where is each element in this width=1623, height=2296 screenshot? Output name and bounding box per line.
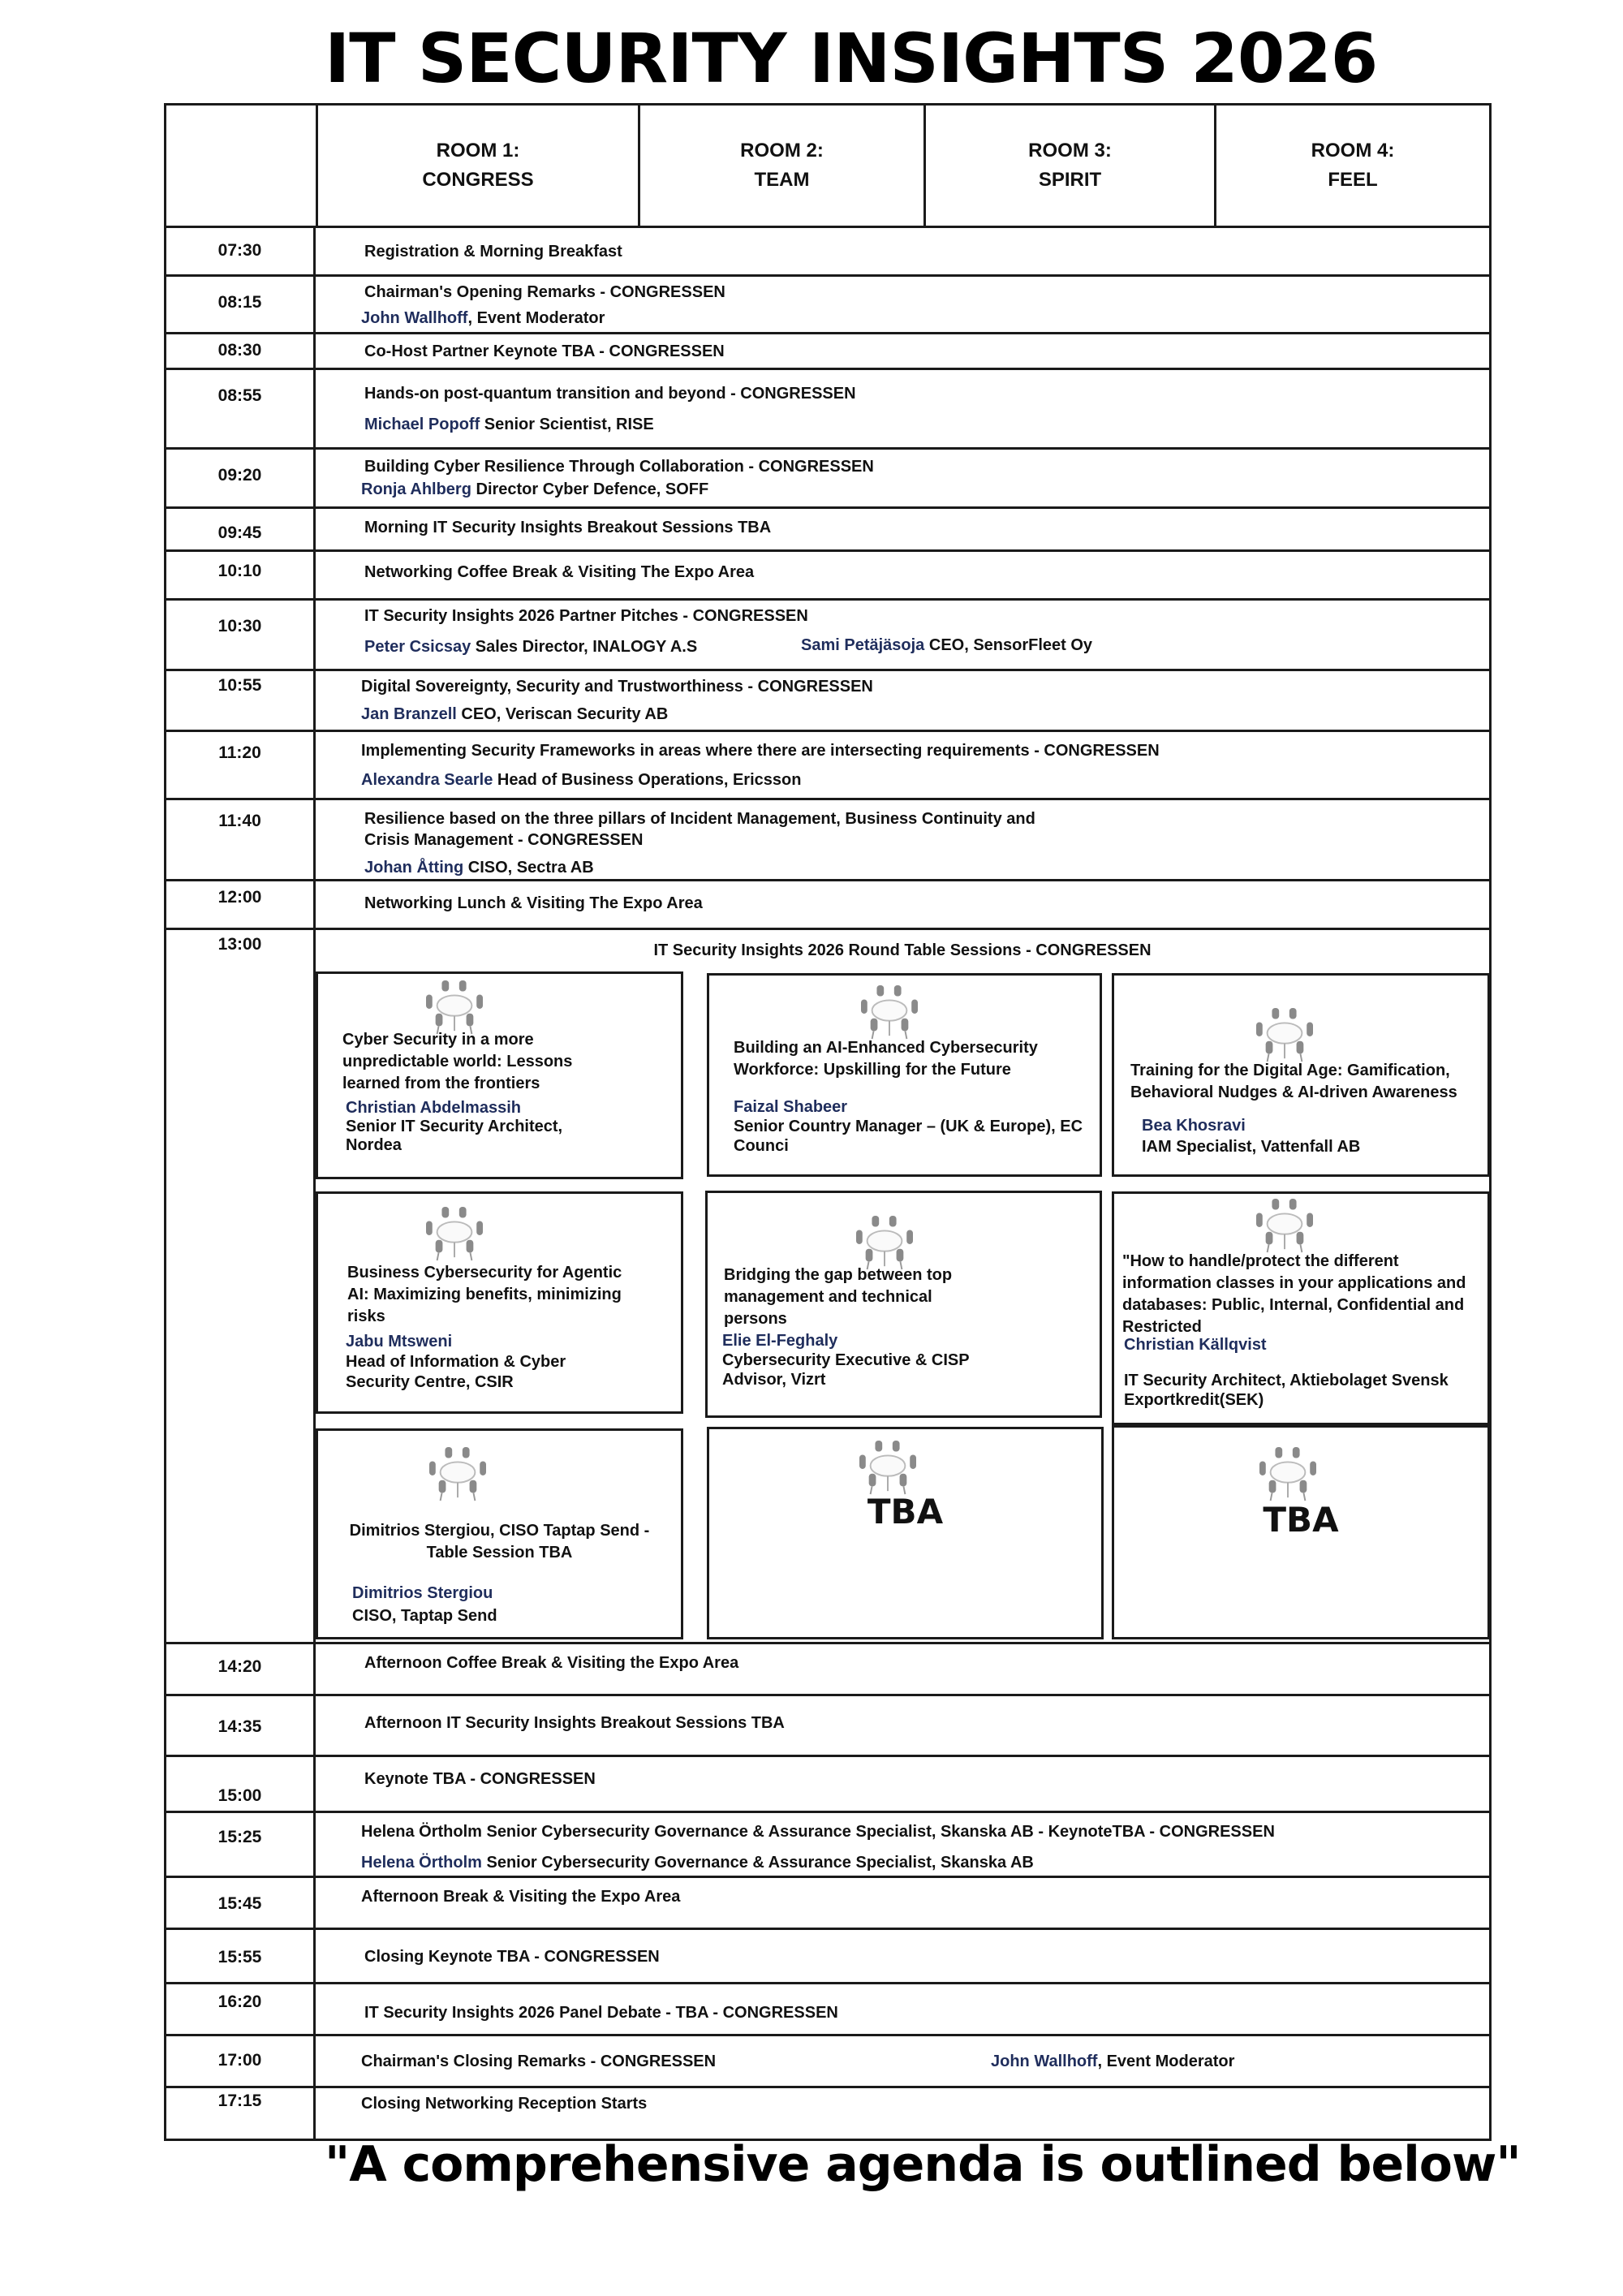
speaker-role: Head of Information & Cyber Security Centre, CSIR [346,1353,566,1391]
round-table-icon [420,1205,489,1262]
agenda-row [166,601,1489,671]
agenda-row [166,450,1489,509]
session-title: Hands-on post-quantum transition and beyond - CONGRESSEN [364,385,856,403]
page-title: IT SECURITY INSIGHTS 2026 [325,19,1378,98]
session-title-line2: Crisis Management - CONGRESSEN [364,831,644,849]
time-cell: 13:00 [166,930,316,1642]
agenda-row [166,2088,1489,2139]
time-cell: 09:45 [166,509,316,549]
speaker-name: Sami Petäjäsoja [801,636,925,654]
speaker-name: Alexandra Searle [361,771,493,789]
room-name: FEEL [1328,169,1378,191]
agenda-row-round-tables [166,930,1489,1644]
time-cell: 14:20 [166,1644,316,1694]
agenda-row [166,228,1489,277]
time-cell: 08:55 [166,370,316,447]
round-table-icon [424,1445,492,1502]
agenda-row [166,1696,1489,1757]
round-table-title: Business Cybersecurity for Agentic AI: Maximizing benefits, minimizing risks [347,1264,622,1325]
speaker-role: CISO, Taptap Send [352,1607,497,1625]
speaker-name: John Wallhoff [991,2053,1098,2070]
speaker-name: Jabu Mtsweni [346,1333,453,1350]
speaker-role: , Event Moderator [1097,2053,1235,2070]
session-title: Afternoon IT Security Insights Breakout Sessions TBA [364,1714,785,1732]
speaker-role: IAM Specialist, Vattenfall AB [1142,1138,1361,1156]
speaker-name: John Wallhoff [361,309,468,327]
speaker-role: Senior IT Security Architect, Nordea [346,1118,563,1154]
room-number: ROOM 1: [436,140,520,162]
speaker-role: Sales Director, INALOGY A.S [471,638,698,656]
agenda-row [166,552,1489,601]
room-name: TEAM [754,169,810,191]
session-title: Building Cyber Resilience Through Collaboration - CONGRESSEN [364,458,874,476]
session-title: Digital Sovereignty, Security and Trustworthiness - CONGRESSEN [361,678,873,696]
speaker-name: Faizal Shabeer [734,1098,848,1116]
speaker-role: Senior Cybersecurity Governance & Assurance Specialist, Skanska AB [481,1854,1034,1872]
time-cell: 15:25 [166,1813,316,1876]
agenda-row [166,1984,1489,2036]
speaker-role: Cybersecurity Executive & CISP Advisor, Vizrt [722,1351,970,1389]
room-header-feel [1216,106,1489,226]
round-table-title: TBA [1263,1500,1339,1540]
speaker-role: CEO, Veriscan Security AB [456,705,669,723]
agenda-row [166,732,1489,800]
session-title: Networking Coffee Break & Visiting The Expo Area [364,563,755,581]
session-title: Morning IT Security Insights Breakout Sessions TBA [364,519,772,536]
time-cell: 17:15 [166,2088,316,2139]
agenda-row [166,334,1489,370]
round-table-title: Training for the Digital Age: Gamification, Behavioral Nudges & AI-driven Awareness [1130,1062,1457,1101]
room-header-spirit [926,106,1216,226]
round-table-card-tba [707,1427,1104,1639]
round-table-icon [1251,1197,1319,1254]
session-title: Chairman's Opening Remarks - CONGRESSEN [364,283,725,301]
speaker-name: Helena Örtholm [361,1854,482,1872]
room-number: ROOM 3: [1028,140,1112,162]
agenda-row [166,277,1489,334]
agenda-table [164,103,1492,2141]
time-cell: 15:45 [166,1878,316,1928]
speaker-role: Director Cyber Defence, SOFF [471,480,709,498]
agenda-row [166,370,1489,450]
round-table-section-title: IT Security Insights 2026 Round Table Sessions - CONGRESSEN [653,941,1152,959]
round-table-icon [1254,1445,1322,1502]
speaker-role: IT Security Architect, Aktiebolaget Svensk Exportkredit(SEK) [1124,1372,1449,1409]
agenda-row [166,2036,1489,2088]
speaker-role: CISO, Sectra AB [463,859,594,877]
round-table-title: TBA [867,1492,944,1531]
round-table-card [316,1428,683,1639]
speaker-role: Head of Business Operations, Ericsson [493,771,802,789]
speaker-name: Jan Branzell [361,705,457,723]
round-table-card [1112,1191,1490,1425]
time-cell: 17:00 [166,2036,316,2086]
round-table-card [1112,973,1490,1177]
room-name: SPIRIT [1038,169,1102,191]
speaker-role: Senior Scientist, RISE [480,416,654,433]
room-number: ROOM 2: [740,140,824,162]
session-title: Afternoon Break & Visiting the Expo Area [361,1888,681,1906]
session-title: Implementing Security Frameworks in areas where there are intersecting requirements - CONGRESSEN [361,742,1160,760]
round-table-title: Cyber Security in a more unpredictable world: Lessons learned from the frontiers [342,1031,573,1092]
speaker-name: Michael Popoff [364,416,480,433]
time-cell: 14:35 [166,1696,316,1755]
agenda-row [166,1878,1489,1930]
round-table-card [705,1191,1102,1418]
time-cell: 11:20 [166,732,316,798]
round-table-icon [854,1439,922,1496]
round-table-section [316,930,1489,1642]
time-cell: 16:20 [166,1984,316,2034]
time-cell: 08:30 [166,334,316,368]
round-table-icon [420,979,489,1036]
speaker-role: , Event Moderator [467,309,605,327]
speaker-name: Christian Abdelmassih [346,1099,521,1117]
speaker-role: Senior Country Manager – (UK & Europe), EC Counci [734,1118,1083,1155]
speaker-name: Christian Källqvist [1124,1336,1267,1354]
session-title: Closing Keynote TBA - CONGRESSEN [364,1948,660,1966]
round-table-card [316,1191,683,1414]
room-header-team [640,106,926,226]
agenda-row [166,1757,1489,1813]
time-cell: 15:00 [166,1757,316,1811]
time-cell: 10:30 [166,601,316,669]
agenda-row [166,509,1489,552]
time-cell: 15:55 [166,1930,316,1982]
time-cell: 11:40 [166,800,316,879]
header-corner-cell [166,106,318,226]
round-table-icon [1251,1006,1319,1063]
session-title: Keynote TBA - CONGRESSEN [364,1770,596,1788]
time-cell: 12:00 [166,881,316,928]
speaker-name: Peter Csicsay [364,638,471,656]
time-cell: 08:15 [166,277,316,332]
time-cell: 10:10 [166,552,316,598]
round-table-title: Bridging the gap between top management and technical persons [724,1266,953,1328]
session-title: Afternoon Coffee Break & Visiting the Expo Area [364,1654,739,1672]
session-title: Registration & Morning Breakfast [364,243,622,261]
agenda-row [166,671,1489,732]
room-header-congress [318,106,640,226]
speaker-name: Ronja Ahlberg [361,480,471,498]
time-cell: 09:20 [166,450,316,506]
round-table-card [316,971,683,1179]
speaker-name: Bea Khosravi [1142,1117,1246,1135]
time-cell: 10:55 [166,671,316,730]
speaker-name: Johan Åtting [364,859,464,877]
room-name: CONGRESS [422,169,534,191]
session-title: IT Security Insights 2026 Panel Debate - TBA - CONGRESSEN [364,2004,838,2022]
agenda-row [166,800,1489,881]
round-table-icon [855,984,923,1040]
session-title: Co-Host Partner Keynote TBA - CONGRESSEN [364,342,725,360]
session-title: Closing Networking Reception Starts [361,2095,648,2113]
session-title: Chairman's Closing Remarks - CONGRESSEN [361,2053,717,2070]
session-title: Networking Lunch & Visiting The Expo Area [364,894,703,912]
speaker-role: CEO, SensorFleet Oy [924,636,1093,654]
session-title: IT Security Insights 2026 Partner Pitches - CONGRESSEN [364,607,808,625]
round-table-card-tba [1112,1425,1490,1639]
room-header-row [166,106,1489,228]
round-table-title: Building an AI-Enhanced Cybersecurity Workforce: Upskilling for the Future [734,1039,1038,1079]
agenda-row [166,1930,1489,1984]
footer-quote: "A comprehensive agenda is outlined below" [325,2136,1521,2193]
agenda-row [166,881,1489,930]
round-table-title: "How to handle/protect the different information classes in your applications and databases: Public, Internal, Confidential and Restricted [1122,1252,1466,1336]
speaker-name: Dimitrios Stergiou [352,1584,493,1602]
time-cell: 07:30 [166,228,316,274]
session-title: Helena Örtholm Senior Cybersecurity Governance & Assurance Specialist, Skanska AB - KeynoteTBA - CONGRESSEN [361,1823,1275,1841]
speaker-name: Elie El-Feghaly [722,1332,838,1350]
round-table-title: Dimitrios Stergiou, CISO Taptap Send - Table Session TBA [349,1522,650,1562]
round-table-card [707,973,1102,1177]
session-title: Resilience based on the three pillars of Incident Management, Business Continuity and [364,810,1035,828]
agenda-row [166,1644,1489,1696]
room-number: ROOM 4: [1311,140,1395,162]
agenda-row [166,1813,1489,1878]
round-table-icon [850,1214,919,1271]
